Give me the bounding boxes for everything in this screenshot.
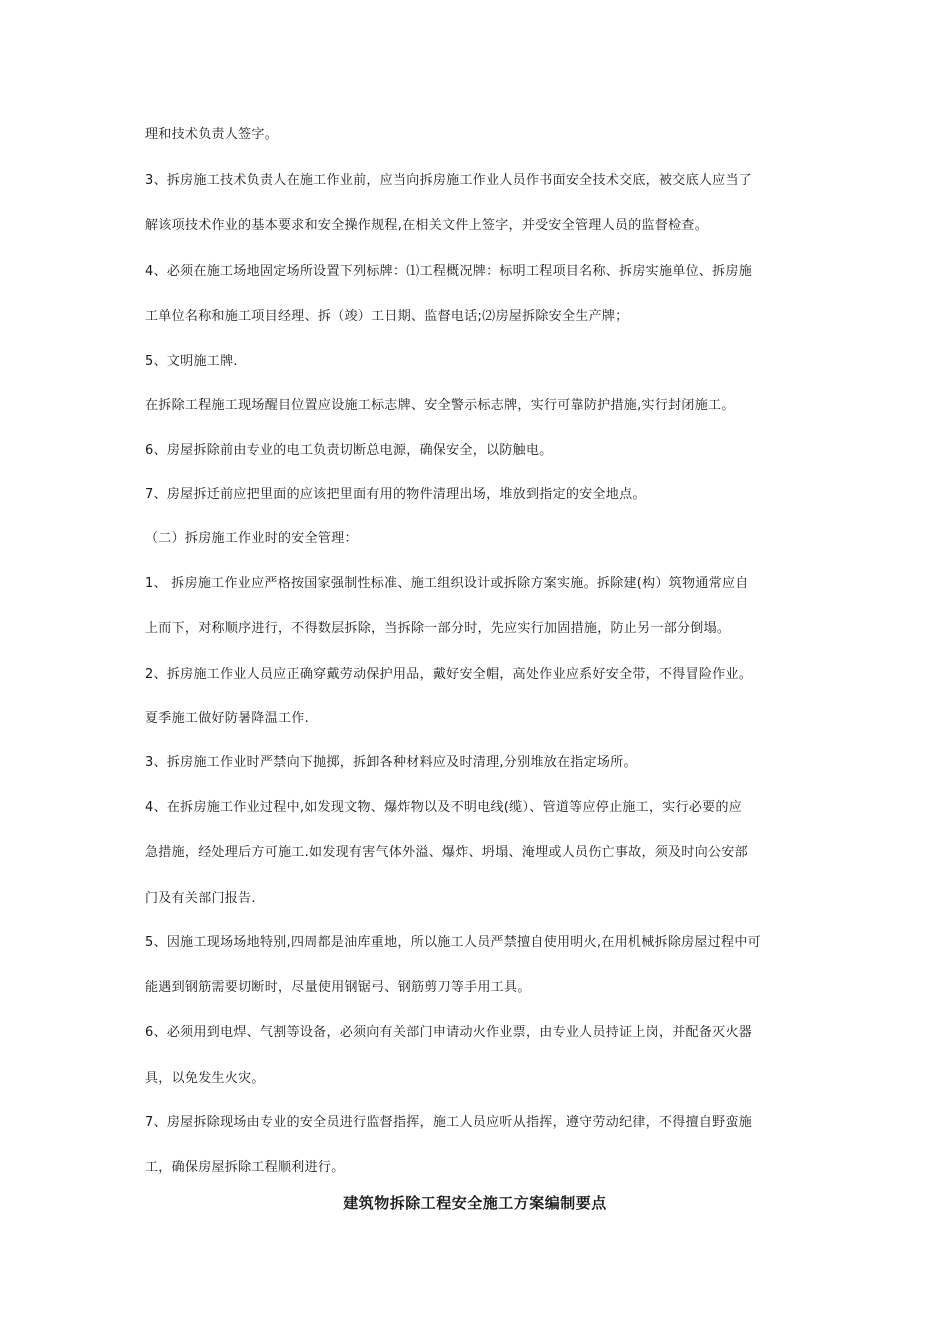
text-line: 6、必须用到电焊、气割等设备，必须向有关部门申请动火作业票，由专业人员持证上岗，并配备灭火器 xyxy=(145,1025,753,1040)
text-line: 2、拆房施工作业人员应正确穿戴劳动保护用品，戴好安全帽，高处作业应系好安全带，不得冒险作业。 xyxy=(145,667,753,682)
text-line: 急措施，经处理后方可施工.如发现有害气体外溢、爆炸、坍塌、淹埋或人员伤亡事故，须及时向公安部 xyxy=(145,845,748,860)
text-line: 解该项技术作业的基本要求和安全操作规程,在相关文件上签字，并受安全管理人员的监督检查。 xyxy=(145,218,709,233)
section-heading: （二）拆房施工作业时的安全管理： xyxy=(145,531,358,546)
text-line: 能遇到钢筋需要切断时，尽量使用钢锯弓、钢筋剪刀等手用工具。 xyxy=(145,980,531,995)
text-line: 理和技术负责人签字。 xyxy=(145,127,279,142)
text-line: 4、在拆房施工作业过程中,如发现文物、爆炸物以及不明电线(缆）、管道等应停止施工，实行必要的应 xyxy=(145,800,743,815)
text-line: 6、房屋拆除前由专业的电工负责切断总电源，确保安全，以防触电。 xyxy=(145,443,553,458)
text-line: 3、拆房施工作业时严禁向下抛掷，拆卸各种材料应及时清理,分别堆放在指定场所。 xyxy=(145,755,637,770)
text-line: 7、房屋拆迁前应把里面的应该把里面有用的物件清理出场，堆放到指定的安全地点。 xyxy=(145,487,646,502)
text-line: 具，以免发生火灾。 xyxy=(145,1071,265,1086)
text-line: 在拆除工程施工现场醒目位置应设施工标志牌、安全警示标志牌，实行可靠防护措施,实行封闭施工。 xyxy=(145,398,735,413)
text-line: 工单位名称和施工项目经理、拆（竣）工日期、监督电话;⑵房屋拆除安全生产牌； xyxy=(145,309,629,324)
text-line: 4、必须在施工场地固定场所设置下列标牌：⑴工程概况牌：标明工程项目名称、拆房实施单位、拆房施 xyxy=(145,264,753,279)
text-line: 1、 拆房施工作业应严格按国家强制性标准、施工组织设计或拆除方案实施。拆除建(构）筑物通常应自 xyxy=(145,576,749,591)
text-line: 夏季施工做好防暑降温工作. xyxy=(145,711,310,726)
document-heading: 建筑物拆除工程安全施工方案编制要点 xyxy=(343,1194,607,1212)
text-line: 5、文明施工牌. xyxy=(145,354,238,369)
text-line: 工，确保房屋拆除工程顺利进行。 xyxy=(145,1160,345,1175)
text-line: 7、房屋拆除现场由专业的安全员进行监督指挥，施工人员应听从指挥，遵守劳动纪律，不得擅自野蛮施 xyxy=(145,1115,753,1130)
text-line: 门及有关部门报告. xyxy=(145,891,256,906)
text-line: 3、拆房施工技术负责人在施工作业前，应当向拆房施工作业人员作书面安全技术交底，被交底人应当了 xyxy=(145,173,753,188)
text-line: 上而下，对称顺序进行，不得数层拆除，当拆除一部分时，先应实行加固措施，防止另一部分倒塌。 xyxy=(145,621,731,636)
text-line: 5、因施工现场场地特别,四周都是油库重地，所以施工人员严禁擅自使用明火,在用机械拆除房屋过程中可 xyxy=(145,935,761,950)
